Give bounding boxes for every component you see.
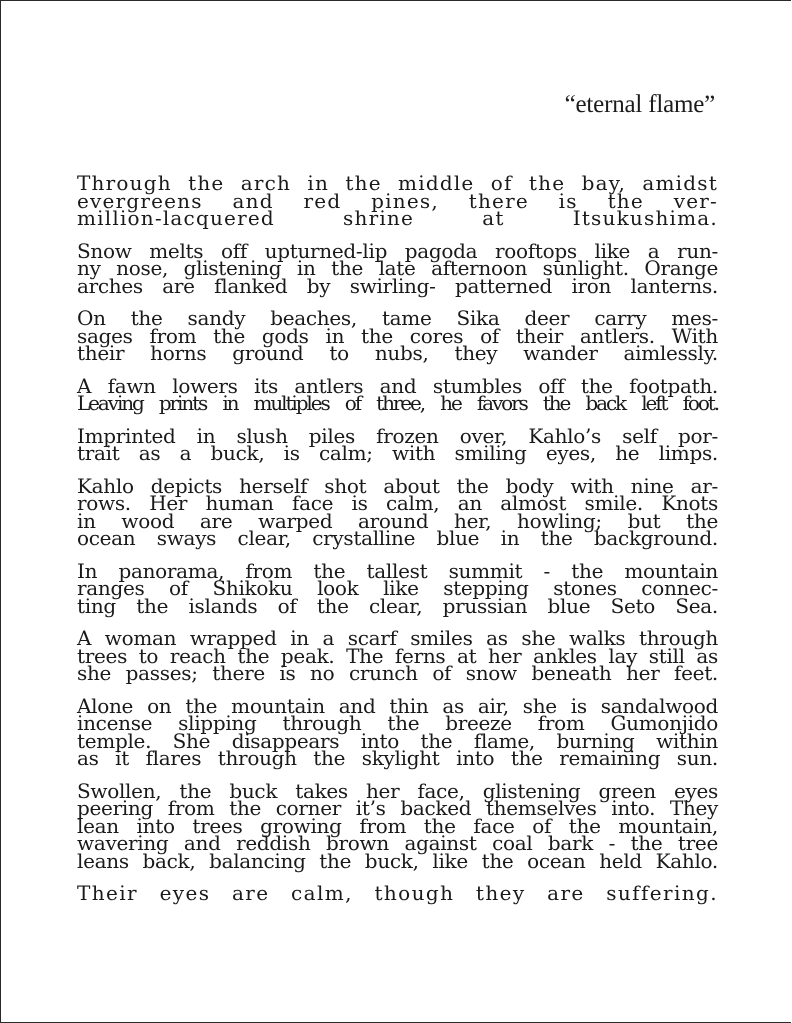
stanza-9 <box>77 693 718 770</box>
poem-line: wavering and reddish brown against coal bark - the tree <box>77 831 718 855</box>
poem-line: ocean sways clear, crystalline blue in the background. <box>77 526 718 550</box>
poem-line: In panorama, from the tallest summit - the mountain <box>77 558 718 583</box>
poem-line: sages from the gods in the cores of their antlers. With <box>77 323 718 348</box>
poem-line: arches are flanked by swirling- patterned iron lanterns. <box>77 273 718 298</box>
poem-line: Swollen, the buck takes her face, glistening green eyes <box>77 778 718 803</box>
poem-body <box>77 171 718 918</box>
stanza-5 <box>77 423 718 465</box>
poem-line: ting the islands of the clear, prussian blue Seto Sea. <box>77 593 718 618</box>
poem-line: as it flares through the skylight into the remaining sun. <box>77 746 718 770</box>
poem-line: ny nose, glistening in the late afternoon sunlight. Orange <box>77 256 718 280</box>
stanza-11 <box>77 881 718 905</box>
poem-line: temple. She disappears into the flame, burning within <box>77 728 718 753</box>
stanza-7 <box>77 558 718 618</box>
stanza-3 <box>77 306 718 365</box>
poem-line: trait as a buck, is calm; with smiling eyes, he limps. <box>77 441 718 465</box>
poem-title: “eternal flame” <box>564 91 715 118</box>
poem-line: Their eyes are calm, though they are suffering. <box>77 881 718 905</box>
stanza-8 <box>77 626 718 685</box>
stanza-4 <box>77 373 718 415</box>
stanza-1 <box>77 171 718 230</box>
poem-line: trees to reach the peak. The ferns at her ankles lay still as <box>77 643 718 668</box>
poem-line: leans back, balancing the buck, like the ocean held Kahlo. <box>77 848 718 873</box>
poem-line: Snow melts off upturned-lip pagoda rooftops like a run- <box>77 238 718 263</box>
stanza-2 <box>77 238 718 298</box>
poem-line: Imprinted in slush piles frozen over, Kahlo’s self por- <box>77 423 718 448</box>
poem-line: Kahlo depicts herself shot about the body with nine ar- <box>77 473 718 498</box>
poem-line: Leaving prints in multiples of three, he favors the back left foot. <box>77 391 718 415</box>
poem-line: lean into trees growing from the face of the mountain, <box>77 813 718 838</box>
poem-line: ranges of Shikoku look like stepping stones connec- <box>77 576 718 600</box>
poem-line: Through the arch in the middle of the bay, amidst <box>77 171 718 195</box>
stanza-6 <box>77 473 718 550</box>
poem-line: incense slipping through the breeze from Gumonjido <box>77 711 718 735</box>
poem-line: evergreens and red pines, there is the ver- <box>77 188 718 213</box>
poem-line: she passes; there is no crunch of snow beneath her feet. <box>77 661 718 685</box>
poem-line: A fawn lowers its antlers and stumbles off the footpath. <box>77 373 718 398</box>
poem-line: On the sandy beaches, tame Sika deer carry mes- <box>77 306 718 330</box>
poem-line: Alone on the mountain and thin as air, she is sandalwood <box>77 693 718 718</box>
poem-line: in wood are warped around her, howling; but the <box>77 508 718 533</box>
poem-line: rows. Her human face is calm, an almost smile. Knots <box>77 491 718 515</box>
poem-line: A woman wrapped in a scarf smiles as she walks through <box>77 626 718 650</box>
stanza-10 <box>77 778 718 873</box>
poem-line: their horns ground to nubs, they wander aimlessly. <box>77 341 718 365</box>
poem-line: million-lacquered shrine at Itsukushima. <box>77 206 718 230</box>
poem-line: peering from the corner it’s backed themselves into. They <box>77 796 718 820</box>
